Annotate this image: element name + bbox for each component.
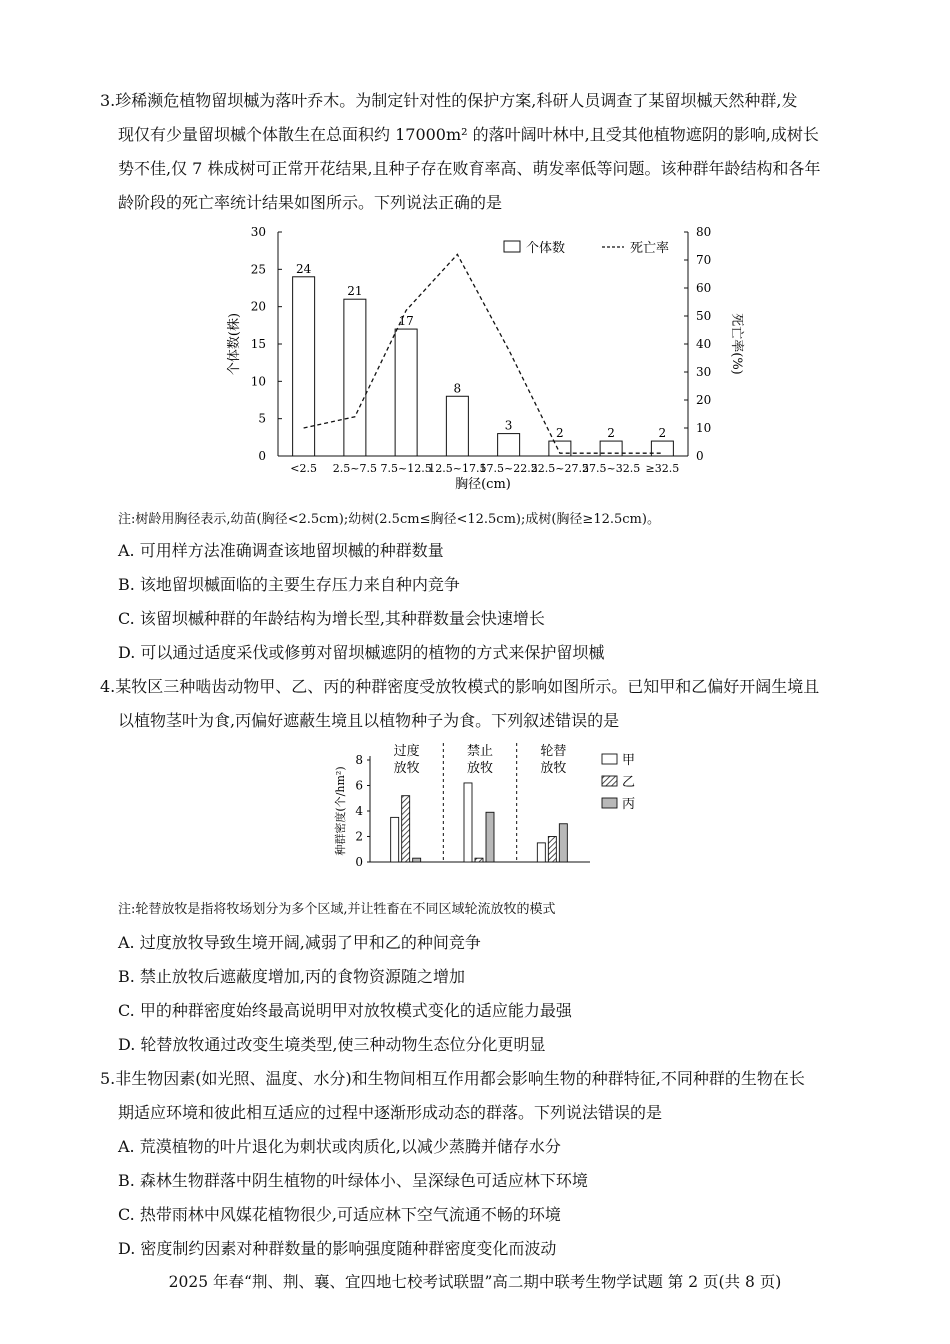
- y-tick-label: 0: [355, 855, 363, 869]
- bar-value-label: 2: [556, 426, 564, 441]
- q4-option-b[interactable]: B. 禁止放牧后遮蔽度增加,丙的食物资源随之增加: [118, 967, 466, 986]
- right-tick-label: 30: [696, 365, 712, 379]
- right-tick-label: 10: [696, 421, 712, 435]
- x-tick-label: 17.5~22.5: [479, 462, 538, 475]
- bar-value-label: 8: [453, 381, 462, 396]
- bar-value-label: 2: [607, 426, 615, 441]
- q4-line-2: 以植物茎叶为食,丙偏好遮蔽生境且以植物种子为食。下列叙述错误的是: [118, 711, 620, 730]
- q5-option-a[interactable]: A. 荒漠植物的叶片退化为刺状或肉质化,以减少蒸腾并储存水分: [118, 1137, 561, 1156]
- bar-value-label: 21: [347, 284, 363, 299]
- q3-option-b[interactable]: B. 该地留坝槭面临的主要生存压力来自种内竞争: [118, 575, 460, 594]
- q5-option-c[interactable]: C. 热带雨林中风媒花植物很少,可适应林下空气流通不畅的环境: [118, 1205, 561, 1224]
- bar-甲: [464, 783, 472, 862]
- q4-option-c[interactable]: C. 甲的种群密度始终最高说明甲对放牧模式变化的适应能力最强: [118, 1001, 572, 1020]
- right-tick-label: 50: [696, 309, 712, 323]
- x-tick-label: ≥32.5: [645, 462, 680, 475]
- q4-text: 某牧区三种啮齿动物甲、乙、丙的种群密度受放牧模式的影响如图所示。已知甲和乙偏好开阔生境且: [115, 677, 820, 696]
- right-tick-label: 80: [696, 225, 712, 239]
- q3-option-d[interactable]: D. 可以通过适度采伐或修剪对留坝槭遮阴的植物的方式来保护留坝槭: [118, 643, 605, 662]
- bar-甲: [391, 817, 399, 862]
- bar-3: [395, 329, 417, 456]
- bar-8: [651, 441, 673, 456]
- x-tick-label: 12.5~17.5: [428, 462, 487, 475]
- bar-value-label: 2: [658, 426, 667, 441]
- left-tick-label: 15: [250, 337, 266, 351]
- q5-line-1: [100, 1066, 805, 1089]
- right-tick-label: 40: [696, 337, 712, 351]
- x-tick-label: <2.5: [290, 462, 317, 475]
- q4-note: 注:轮替放牧是指将牧场划分为多个区域,并让牲畜在不同区域轮流放牧的模式: [118, 902, 556, 917]
- bar-2: [344, 299, 366, 456]
- q5-number: 5.: [100, 1069, 116, 1088]
- q3-option-a[interactable]: A. 可用样方法准确调查该地留坝槭的种群数量: [118, 541, 444, 560]
- grazing-density-chart: [0, 735, 950, 895]
- group-label: 放牧: [393, 761, 420, 776]
- right-tick-label: 60: [696, 281, 712, 295]
- bar-乙: [475, 858, 483, 862]
- q3-number: 3.: [100, 91, 116, 110]
- y-tick-label: 4: [355, 804, 363, 818]
- q5-option-d[interactable]: D. 密度制约因素对种群数量的影响强度随种群密度变化而波动: [118, 1239, 557, 1258]
- legend-swatch: [602, 754, 617, 764]
- group-label: 放牧: [540, 761, 567, 776]
- q5-option-b[interactable]: B. 森林生物群落中阴生植物的叶绿体小、呈深绿色可适应林下环境: [118, 1171, 588, 1190]
- x-tick-label: 27.5~32.5: [582, 462, 641, 475]
- y2-axis-title: 死亡率(%): [729, 313, 744, 375]
- legend-swatch: [602, 776, 617, 786]
- x-tick-label: 7.5~12.5: [380, 462, 432, 475]
- legend-label: 甲: [622, 753, 636, 768]
- q3-line-1: [100, 88, 797, 111]
- x-tick-label: 22.5~27.5: [530, 462, 589, 475]
- bar-丙: [559, 824, 567, 862]
- q4-line-1: [100, 674, 819, 697]
- y-axis-title: 种群密度(个/hm²): [334, 766, 347, 856]
- group-label: 放牧: [466, 761, 494, 776]
- bar-乙: [548, 837, 556, 863]
- q3-line-2: 现仅有少量留坝槭个体散生在总面积约 17000m² 的落叶阔叶林中,且受其他植物遮阴的影响,成树长: [118, 125, 819, 144]
- x-axis-title: 胸径(cm): [455, 477, 511, 492]
- y-tick-label: 8: [355, 753, 363, 767]
- group-label: 禁止: [466, 744, 494, 759]
- right-tick-label: 70: [696, 253, 712, 267]
- q5-text: 非生物因素(如光照、温度、水分)和生物间相互作用都会影响生物的种群特征,不同种群的生物在长: [115, 1069, 805, 1088]
- y-axis-title: 个体数(株): [227, 312, 242, 376]
- q4-option-a[interactable]: A. 过度放牧导致生境开阔,减弱了甲和乙的种间竞争: [118, 933, 481, 952]
- legend-bar-swatch: [504, 241, 520, 252]
- q3-option-c[interactable]: C. 该留坝槭种群的年龄结构为增长型,其种群数量会快速增长: [118, 609, 545, 628]
- left-tick-label: 25: [250, 262, 266, 277]
- q4-option-d[interactable]: D. 轮替放牧通过改变生境类型,使三种动物生态位分化更明显: [118, 1035, 546, 1054]
- age-structure-chart: [0, 220, 950, 510]
- x-tick-label: 2.5~7.5: [332, 462, 377, 475]
- right-tick-label: 20: [696, 393, 712, 407]
- group-label: 过度: [393, 744, 420, 759]
- y-tick-label: 2: [355, 829, 363, 844]
- q3-line-4: 龄阶段的死亡率统计结果如图所示。下列说法正确的是: [118, 193, 503, 212]
- legend-swatch: [602, 798, 617, 808]
- bar-5: [498, 434, 520, 456]
- legend-bar-label: 个体数: [526, 241, 566, 256]
- left-tick-label: 0: [258, 449, 266, 463]
- bar-value-label: 17: [398, 314, 414, 329]
- q3-note: 注:树龄用胸径表示,幼苗(胸径<2.5cm);幼树(2.5cm≤胸径<12.5cm);成树(胸径≥12.5cm)。: [118, 512, 660, 527]
- page-footer: 2025 年春“荆、荆、襄、宜四地七校考试联盟”高二期中联考生物学试题 第 2 页(共 8 页): [168, 1273, 782, 1291]
- y-tick-label: 6: [355, 778, 363, 793]
- bar-乙: [402, 796, 410, 862]
- right-tick-label: 0: [696, 449, 704, 463]
- bar-value-label: 24: [295, 261, 312, 276]
- left-tick-label: 5: [258, 411, 266, 426]
- legend-label: 丙: [622, 797, 636, 812]
- q3-text: 珍稀濒危植物留坝槭为落叶乔木。为制定针对性的保护方案,科研人员调查了某留坝槭天然种群,发: [115, 91, 798, 110]
- legend-line-label: 死亡率: [630, 241, 670, 256]
- left-tick-label: 20: [250, 299, 266, 314]
- bar-甲: [537, 843, 545, 862]
- bar-1: [293, 277, 315, 456]
- group-label: 轮替: [540, 744, 567, 759]
- bar-value-label: 3: [504, 418, 513, 433]
- bar-丙: [486, 812, 494, 862]
- bar-4: [446, 396, 468, 456]
- bar-丙: [413, 858, 421, 862]
- left-tick-label: 30: [250, 225, 266, 239]
- left-tick-label: 10: [250, 374, 266, 389]
- legend-label: 乙: [622, 775, 636, 790]
- q4-number: 4.: [100, 677, 116, 696]
- q3-line-3: 势不佳,仅 7 株成树可正常开花结果,且种子存在败育率高、萌发率低等问题。该种群年龄结构和各年: [118, 159, 821, 178]
- q5-line-2: 期适应环境和彼此相互适应的过程中逐渐形成动态的群落。下列说法错误的是: [118, 1103, 663, 1122]
